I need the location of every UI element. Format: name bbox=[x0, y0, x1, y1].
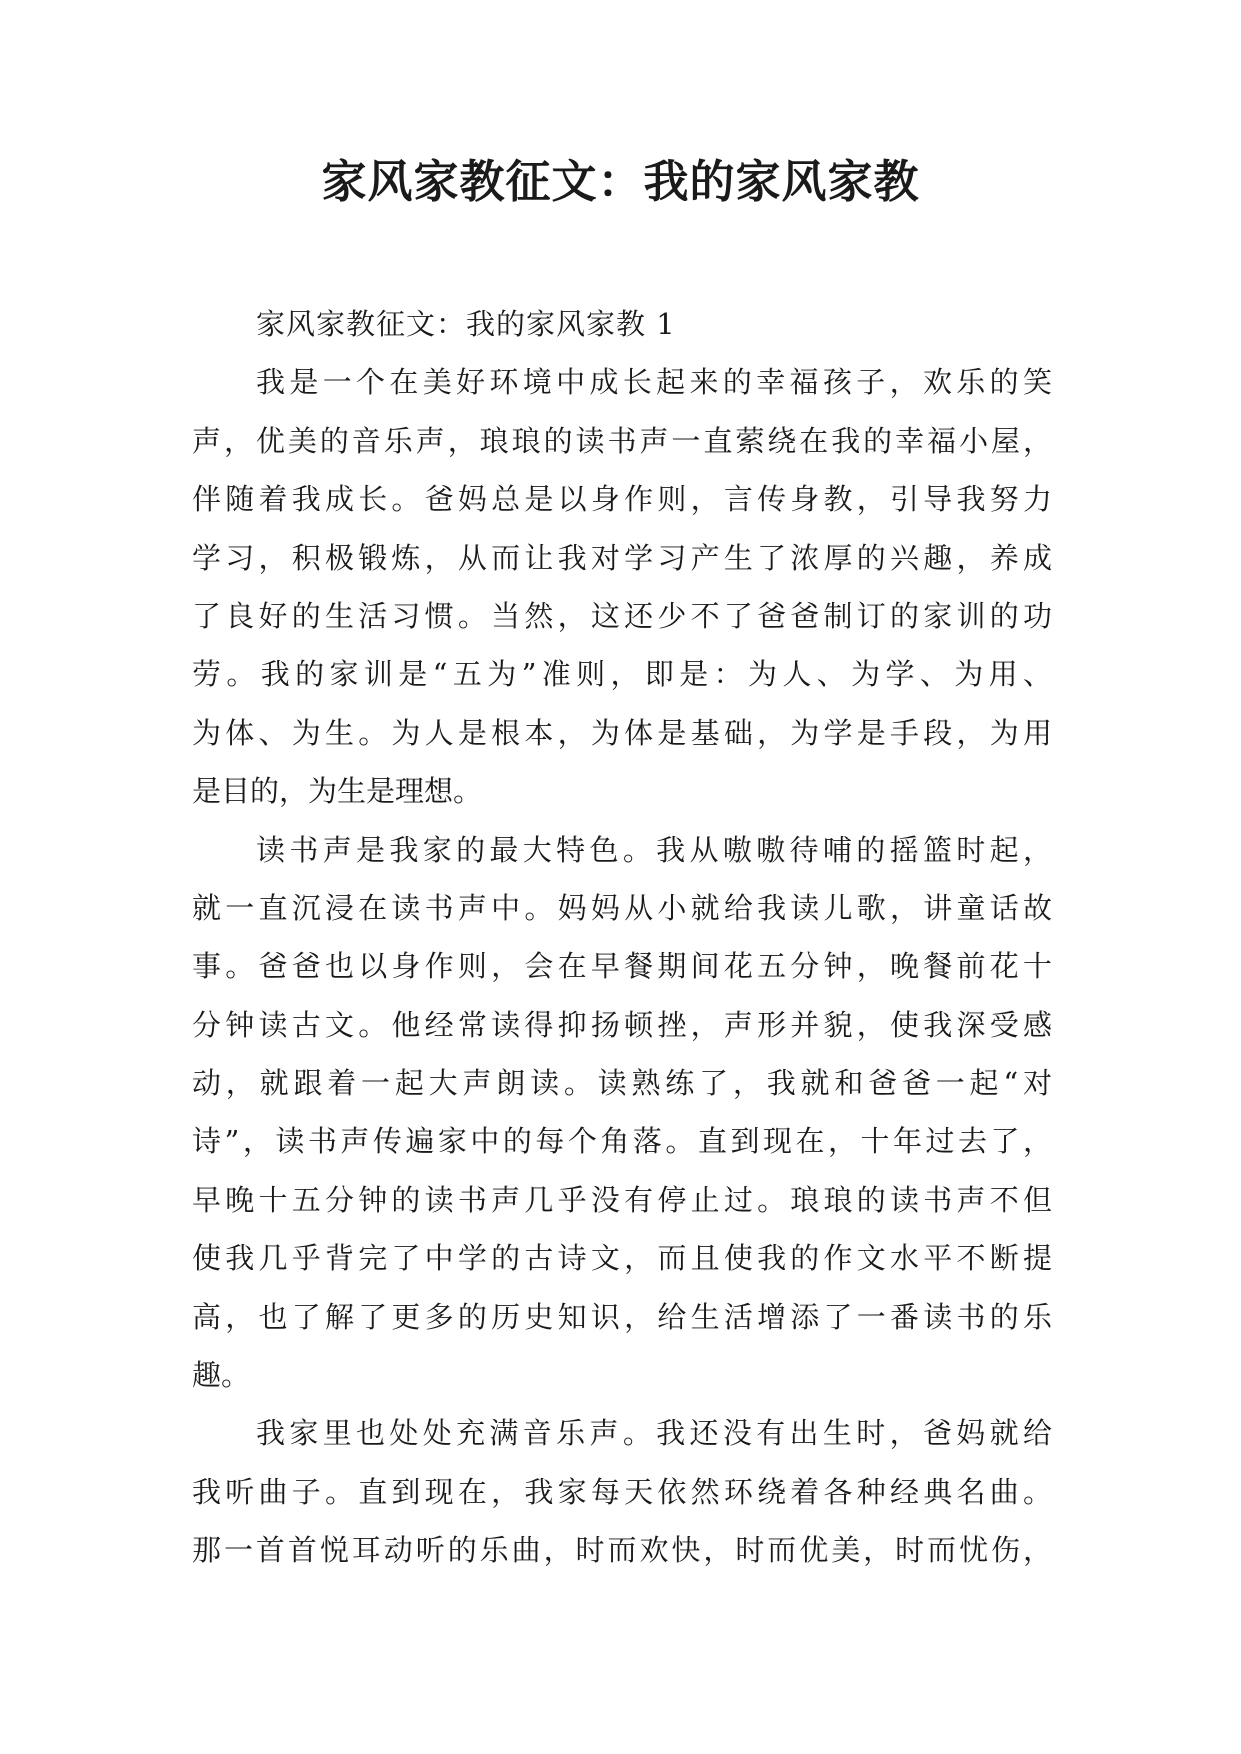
paragraph-line: 高，也了解了更多的历史知识，给生活增添了一番读书的乐 bbox=[192, 1299, 1052, 1334]
paragraph-line: 分钟读古文。他经常读得抑扬顿挫，声形并貌，使我深受感 bbox=[192, 1007, 1052, 1042]
paragraph-line: 是目的，为生是理想。 bbox=[192, 774, 483, 809]
paragraph-line: 使我几乎背完了中学的古诗文，而且使我的作文水平不断提 bbox=[192, 1241, 1052, 1276]
paragraph-line: 为体、为生。为人是根本，为体是基础，为学是手段，为用 bbox=[192, 715, 1052, 750]
paragraph-line: 早晚十五分钟的读书声几乎没有停止过。琅琅的读书声不但 bbox=[192, 1182, 1052, 1217]
paragraph-line: 事。爸爸也以身作则，会在早餐期间花五分钟，晚餐前花十 bbox=[192, 949, 1052, 984]
paragraph-line: 读书声是我家的最大特色。我从嗷嗷待哺的摇篮时起， bbox=[256, 832, 1052, 867]
paragraph-line: 劳。我的家训是“五为”准则，即是：为人、为学、为用、 bbox=[192, 657, 1052, 692]
document-body bbox=[192, 295, 1052, 1580]
section-heading: 家风家教征文：我的家风家教 1 bbox=[256, 307, 676, 341]
paragraph-line: 声，优美的音乐声，琅琅的读书声一直萦绕在我的幸福小屋， bbox=[192, 423, 1052, 458]
paragraph-line: 了良好的生活习惯。当然，这还少不了爸爸制订的家训的功 bbox=[192, 598, 1052, 633]
paragraph-line: 就一直沉浸在读书声中。妈妈从小就给我读儿歌，讲童话故 bbox=[192, 890, 1052, 925]
paragraph-line: 我家里也处处充满音乐声。我还没有出生时，爸妈就给 bbox=[256, 1416, 1052, 1451]
paragraph-line: 诗”，读书声传遍家中的每个角落。直到现在，十年过去了， bbox=[192, 1124, 1052, 1159]
paragraph-line: 趣。 bbox=[192, 1358, 251, 1393]
document-title: 家风家教征文：我的家风家教 bbox=[321, 155, 920, 208]
paragraph-line: 动，就跟着一起大声朗读。读熟练了，我就和爸爸一起“对 bbox=[192, 1066, 1052, 1101]
paragraph-line: 那一首首悦耳动听的乐曲，时而欢快，时而优美，时而忧伤， bbox=[192, 1533, 1052, 1568]
paragraph-line: 伴随着我成长。爸妈总是以身作则，言传身教，引导我努力 bbox=[192, 482, 1052, 517]
paragraph-line: 学习，积极锻炼，从而让我对学习产生了浓厚的兴趣，养成 bbox=[192, 540, 1052, 575]
paragraph-line: 我听曲子。直到现在，我家每天依然环绕着各种经典名曲。 bbox=[192, 1474, 1052, 1509]
paragraph-line: 我是一个在美好环境中成长起来的幸福孩子，欢乐的笑 bbox=[256, 365, 1052, 400]
